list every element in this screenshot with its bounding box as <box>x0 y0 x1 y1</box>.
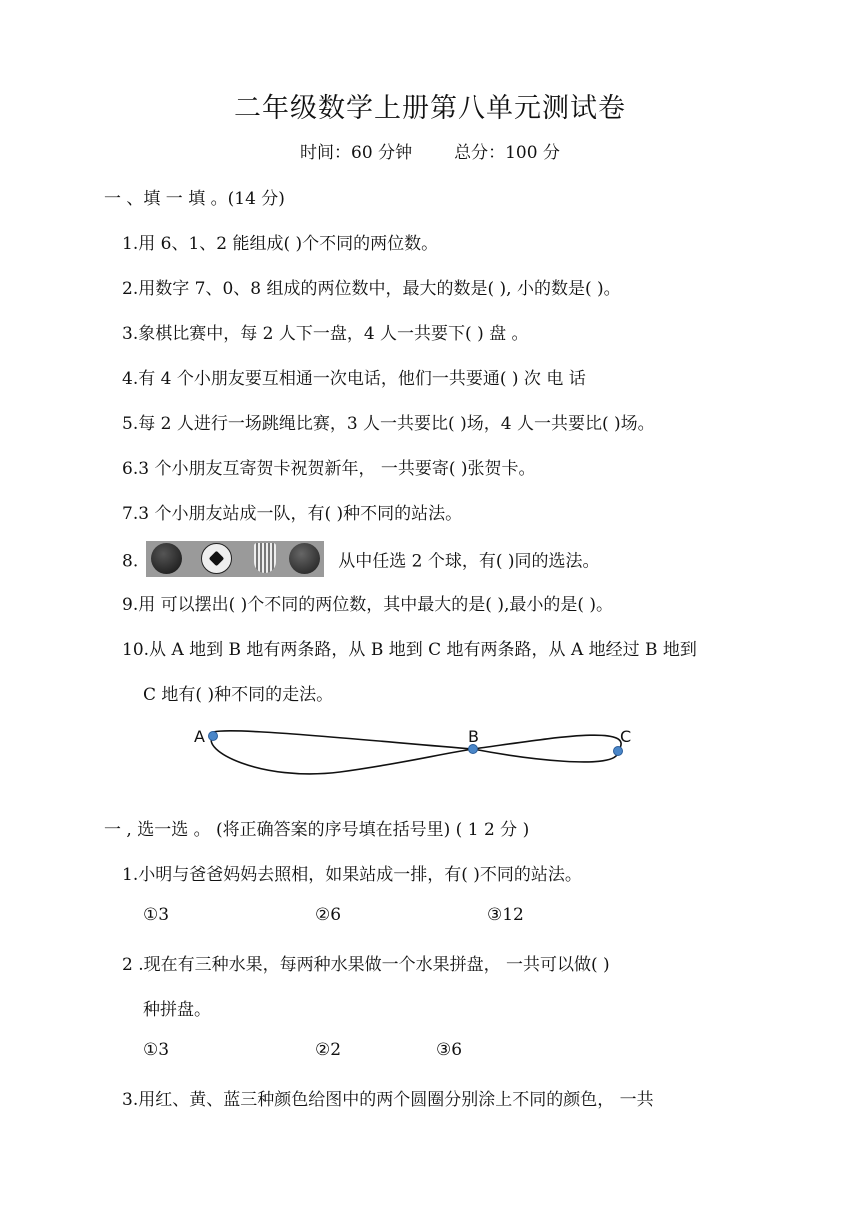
question-2-3-line1: 3.用红、黄、蓝三种颜色给图中的两个圆圈分别涂上不同的颜色， 一共 <box>122 1090 654 1110</box>
q2-option-1: ①3 <box>143 1040 170 1060</box>
question-1-8 <box>122 544 600 580</box>
q2-option-3: ③6 <box>436 1040 463 1060</box>
question-1-6: 6.3 个小朋友互寄贺卡祝贺新年， 一共要寄( )张贺卡。 <box>122 459 536 479</box>
question-1-10-line2: C 地有( )种不同的走法。 <box>143 685 334 705</box>
q8-text: 从中任选 2 个球，有( )同的选法。 <box>338 551 600 572</box>
basketball-icon <box>151 543 182 574</box>
route-path-lower <box>211 736 618 774</box>
balls-image <box>146 541 324 577</box>
question-1-7: 7.3 个小朋友站成一队，有( )种不同的站法。 <box>122 504 463 524</box>
q2-option-2: ②2 <box>315 1040 342 1060</box>
shuttlecock-icon <box>254 543 276 573</box>
label-a: A <box>194 727 205 746</box>
point-a <box>209 732 218 741</box>
volleyball-icon <box>289 543 320 574</box>
label-b: B <box>468 727 479 746</box>
label-c: C <box>620 727 632 746</box>
section2-heading: 一 , 选一选 。 (将正确答案的序号填在括号里) ( 1 2 分 ) <box>104 820 530 840</box>
q1-option-1: ①3 <box>143 905 170 925</box>
q1-option-3: ③12 <box>487 905 524 925</box>
question-1-3: 3.象棋比赛中，每 2 人下一盘，4 人一共要下( ) 盘 。 <box>122 324 529 344</box>
question-1-5: 5.每 2 人进行一场跳绳比赛，3 人一共要比( )场，4 人一共要比( )场。 <box>122 414 655 434</box>
score-label: 总分：100 分 <box>454 143 560 163</box>
q8-number: 8. <box>122 551 139 572</box>
question-1-1: 1.用 6、1、2 能组成( )个不同的两位数。 <box>122 234 439 254</box>
question-1-4: 4.有 4 个小朋友要互相通一次电话，他们一共要通( ) 次 电 话 <box>122 369 586 389</box>
question-1-10-line1: 10.从 A 地到 B 地有两条路，从 B 地到 C 地有两条路，从 A 地经过 B 地到 <box>122 640 697 660</box>
point-c <box>614 747 623 756</box>
question-2-2-line1: 2 .现在有三种水果，每两种水果做一个水果拼盘， 一共可以做( ) <box>122 955 610 975</box>
section1-heading: 一 、填 一 填 。(14 分) <box>104 189 285 209</box>
q1-option-2: ②6 <box>315 905 342 925</box>
exam-info <box>0 138 860 163</box>
time-label: 时间：60 分钟 <box>300 143 413 163</box>
page-title: 二年级数学上册第八单元测试卷 <box>234 93 626 124</box>
route-path-upper <box>211 731 621 751</box>
question-2-2-line2: 种拼盘。 <box>143 1000 211 1020</box>
question-1-9: 9.用 可以摆出( )个不同的两位数，其中最大的是( ),最小的是( )。 <box>122 595 614 615</box>
question-1-2: 2.用数字 7、0、8 组成的两位数中，最大的数是( ), 小的数是( )。 <box>122 279 621 299</box>
soccer-ball-icon <box>201 543 232 574</box>
route-diagram <box>180 722 650 784</box>
question-2-1: 1.小明与爸爸妈妈去照相，如果站成一排，有( )不同的站法。 <box>122 865 582 885</box>
